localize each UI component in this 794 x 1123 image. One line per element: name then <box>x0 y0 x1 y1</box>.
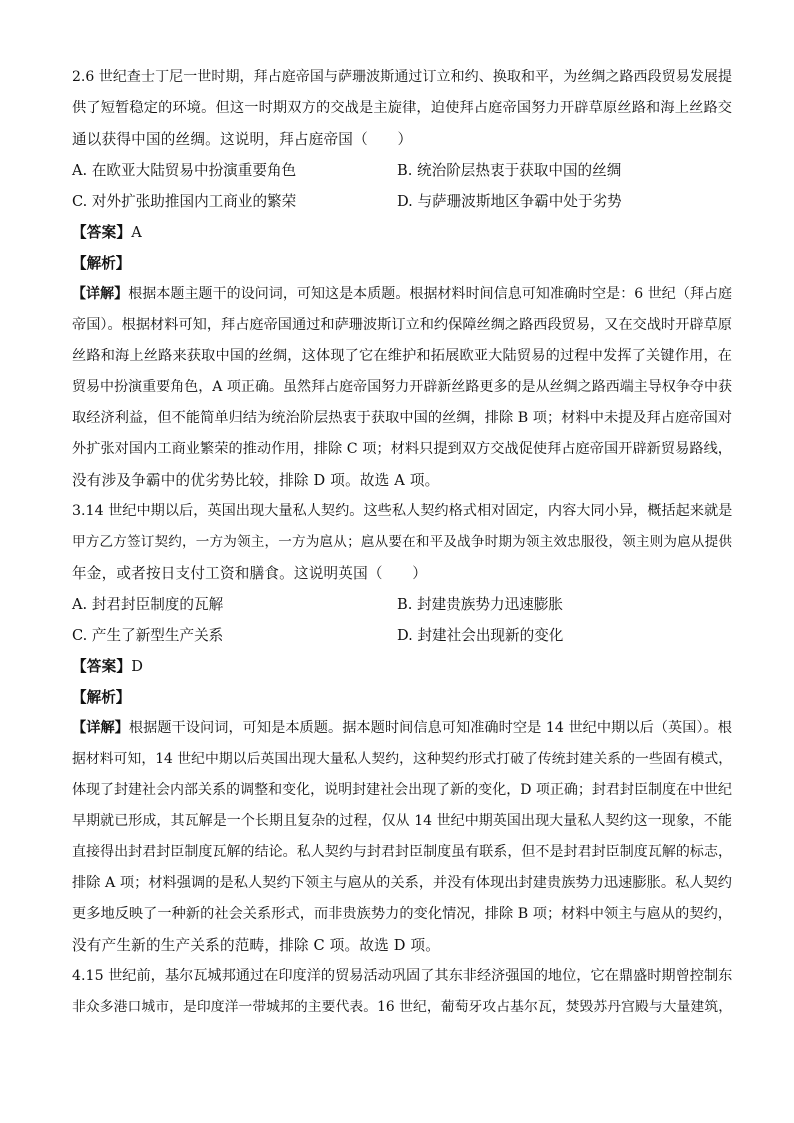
q3-detail-line-4: 早期就已形成，其瓦解是一个长期且复杂的过程，仅从 14 世纪中期英国出现大量私人契约这一现象，不能 <box>72 813 732 829</box>
q2-options-row-1 <box>72 155 732 186</box>
q2-answer-value: A <box>131 224 142 241</box>
q2-detail-line-7: 没有涉及争霸中的优劣势比较，排除 D 项。故选 A 项。 <box>72 472 440 489</box>
q2-detail-line-3: 丝路和海上丝路来获取中国的丝绸，这体现了它在维护和拓展欧亚大陆贸易的过程中发挥了关键作用，在 <box>72 348 732 364</box>
q3-answer <box>72 651 732 682</box>
q3-option-c: C. 产生了新型生产关系 <box>72 627 224 644</box>
q2-answer-label: 【答案】 <box>72 224 132 241</box>
q4-stem-line-2: 非众多港口城市，是印度洋一带城邦的主要代表。16 世纪，葡萄牙攻占基尔瓦，焚毁苏丹宫殿与大量建筑， <box>72 999 732 1015</box>
q2-option-c: C. 对外扩张助推国内工商业的繁荣 <box>72 193 297 210</box>
q2-detail-first: 根据本题主题干的设问词，可知这是本质题。根据材料时间信息可知准确时空是：6 世纪（拜占庭 <box>128 286 733 302</box>
q2-detail-label: 【详解】 <box>72 286 129 302</box>
q3-answer-label: 【答案】 <box>72 658 132 675</box>
q3-detail-line-5: 直接得出封君封臣制度瓦解的结论。私人契约与封君封臣制度虽有联系，但不是封君封臣制度瓦解的标志， <box>72 844 732 860</box>
q3-detail-line-6: 排除 A 项；材料强调的是私人契约下领主与扈从的关系，并没有体现出封建贵族势力迅速膨胀。私人契约 <box>72 875 732 891</box>
q3-options-row-1 <box>72 589 732 620</box>
q3-detail-line-8: 没有产生新的生产关系的范畴，排除 C 项。故选 D 项。 <box>72 937 441 954</box>
q3-stem-line-3: 年金，或者按日支付工资和膳食。这说明英国（ ） <box>72 565 428 582</box>
q2-options-row-2 <box>72 186 732 217</box>
q2-option-a: A. 在欧亚大陆贸易中扮演重要角色 <box>72 162 297 179</box>
q2-option-d: D. 与萨珊波斯地区争霸中处于劣势 <box>397 193 622 210</box>
q2-detail-line-4: 贸易中扮演重要角色，A 项正确。虽然拜占庭帝国努力开辟新丝路更多的是从丝绸之路西端主导权争夺中获 <box>72 379 732 395</box>
q2-detail-line-2: 帝国）。根据材料可知，拜占庭帝国通过和萨珊波斯订立和约保障丝绸之路西段贸易，又在交战时开辟草原 <box>72 317 732 333</box>
q3-detail-line-2: 据材料可知，14 世纪中期以后英国出现大量私人契约，这种契约形式打破了传统封建关系的一些固有模式， <box>72 751 732 767</box>
q3-stem-line-2: 甲方乙方签订契约，一方为领主，一方为扈从；扈从要在和平及战争时期为领主效忠服役，领主则为扈从提供 <box>72 534 732 550</box>
q3-option-b: B. 封建贵族势力迅速膨胀 <box>397 596 563 613</box>
q2-option-b: B. 统治阶层热衷于获取中国的丝绸 <box>397 162 622 179</box>
question-3 <box>72 496 732 961</box>
q2-stem-line-3: 通以获得中国的丝绸。这说明，拜占庭帝国（ ） <box>72 131 413 148</box>
q4-stem-line-1: 4.15 世纪前，基尔瓦城邦通过在印度洋的贸易活动巩固了其东非经济强国的地位，它在鼎盛时期曾控制东 <box>72 968 733 984</box>
q2-stem-line-2: 供了短暂稳定的环境。但这一时期双方的交战是主旋律，迫使拜占庭帝国努力开辟草原丝路和海上丝路交 <box>72 100 732 116</box>
q2-detail-line-6: 外扩张对国内工商业繁荣的推动作用，排除 C 项；材料只提到双方交战促使拜占庭帝国开辟新贸易路线， <box>72 441 732 457</box>
question-4 <box>72 961 732 1023</box>
q3-option-d: D. 封建社会出现新的变化 <box>397 627 564 644</box>
q2-analysis-label: 【解析】 <box>72 255 131 272</box>
question-2 <box>72 62 732 496</box>
q3-detail-line-1 <box>72 713 732 744</box>
q3-options-row-2 <box>72 620 732 651</box>
q2-answer <box>72 217 732 248</box>
q3-detail-label: 【详解】 <box>72 720 129 736</box>
q3-detail-line-3: 体现了封建社会内部关系的调整和变化，说明封建社会出现了新的变化，D 项正确；封君封臣制度在中世纪 <box>72 782 732 798</box>
q3-detail-line-7: 更多地反映了一种新的社会关系形式，而非贵族势力的变化情况，排除 B 项；材料中领主与扈从的契约， <box>72 906 732 922</box>
q2-detail-line-1 <box>72 279 732 310</box>
q3-answer-value: D <box>131 658 144 675</box>
q3-detail-first: 根据题干设问词，可知是本质题。据本题时间信息可知准确时空是 14 世纪中期以后（英国）。根 <box>128 720 732 736</box>
q3-stem-line-1: 3.14 世纪中期以后，英国出现大量私人契约。这些私人契约格式相对固定，内容大同小异，概括起来就是 <box>72 503 733 519</box>
q3-option-a: A. 封君封臣制度的瓦解 <box>72 596 224 613</box>
q2-detail-line-5: 取经济利益，但不能简单归结为统治阶层热衷于获取中国的丝绸，排除 B 项；材料中未提及拜占庭帝国对 <box>72 410 732 426</box>
document-page <box>72 62 732 1023</box>
q3-analysis-label: 【解析】 <box>72 689 131 706</box>
q2-stem-line-1: 2.6 世纪查士丁尼一世时期，拜占庭帝国与萨珊波斯通过订立和约、换取和平，为丝绸之路西段贸易发展提 <box>72 69 732 85</box>
